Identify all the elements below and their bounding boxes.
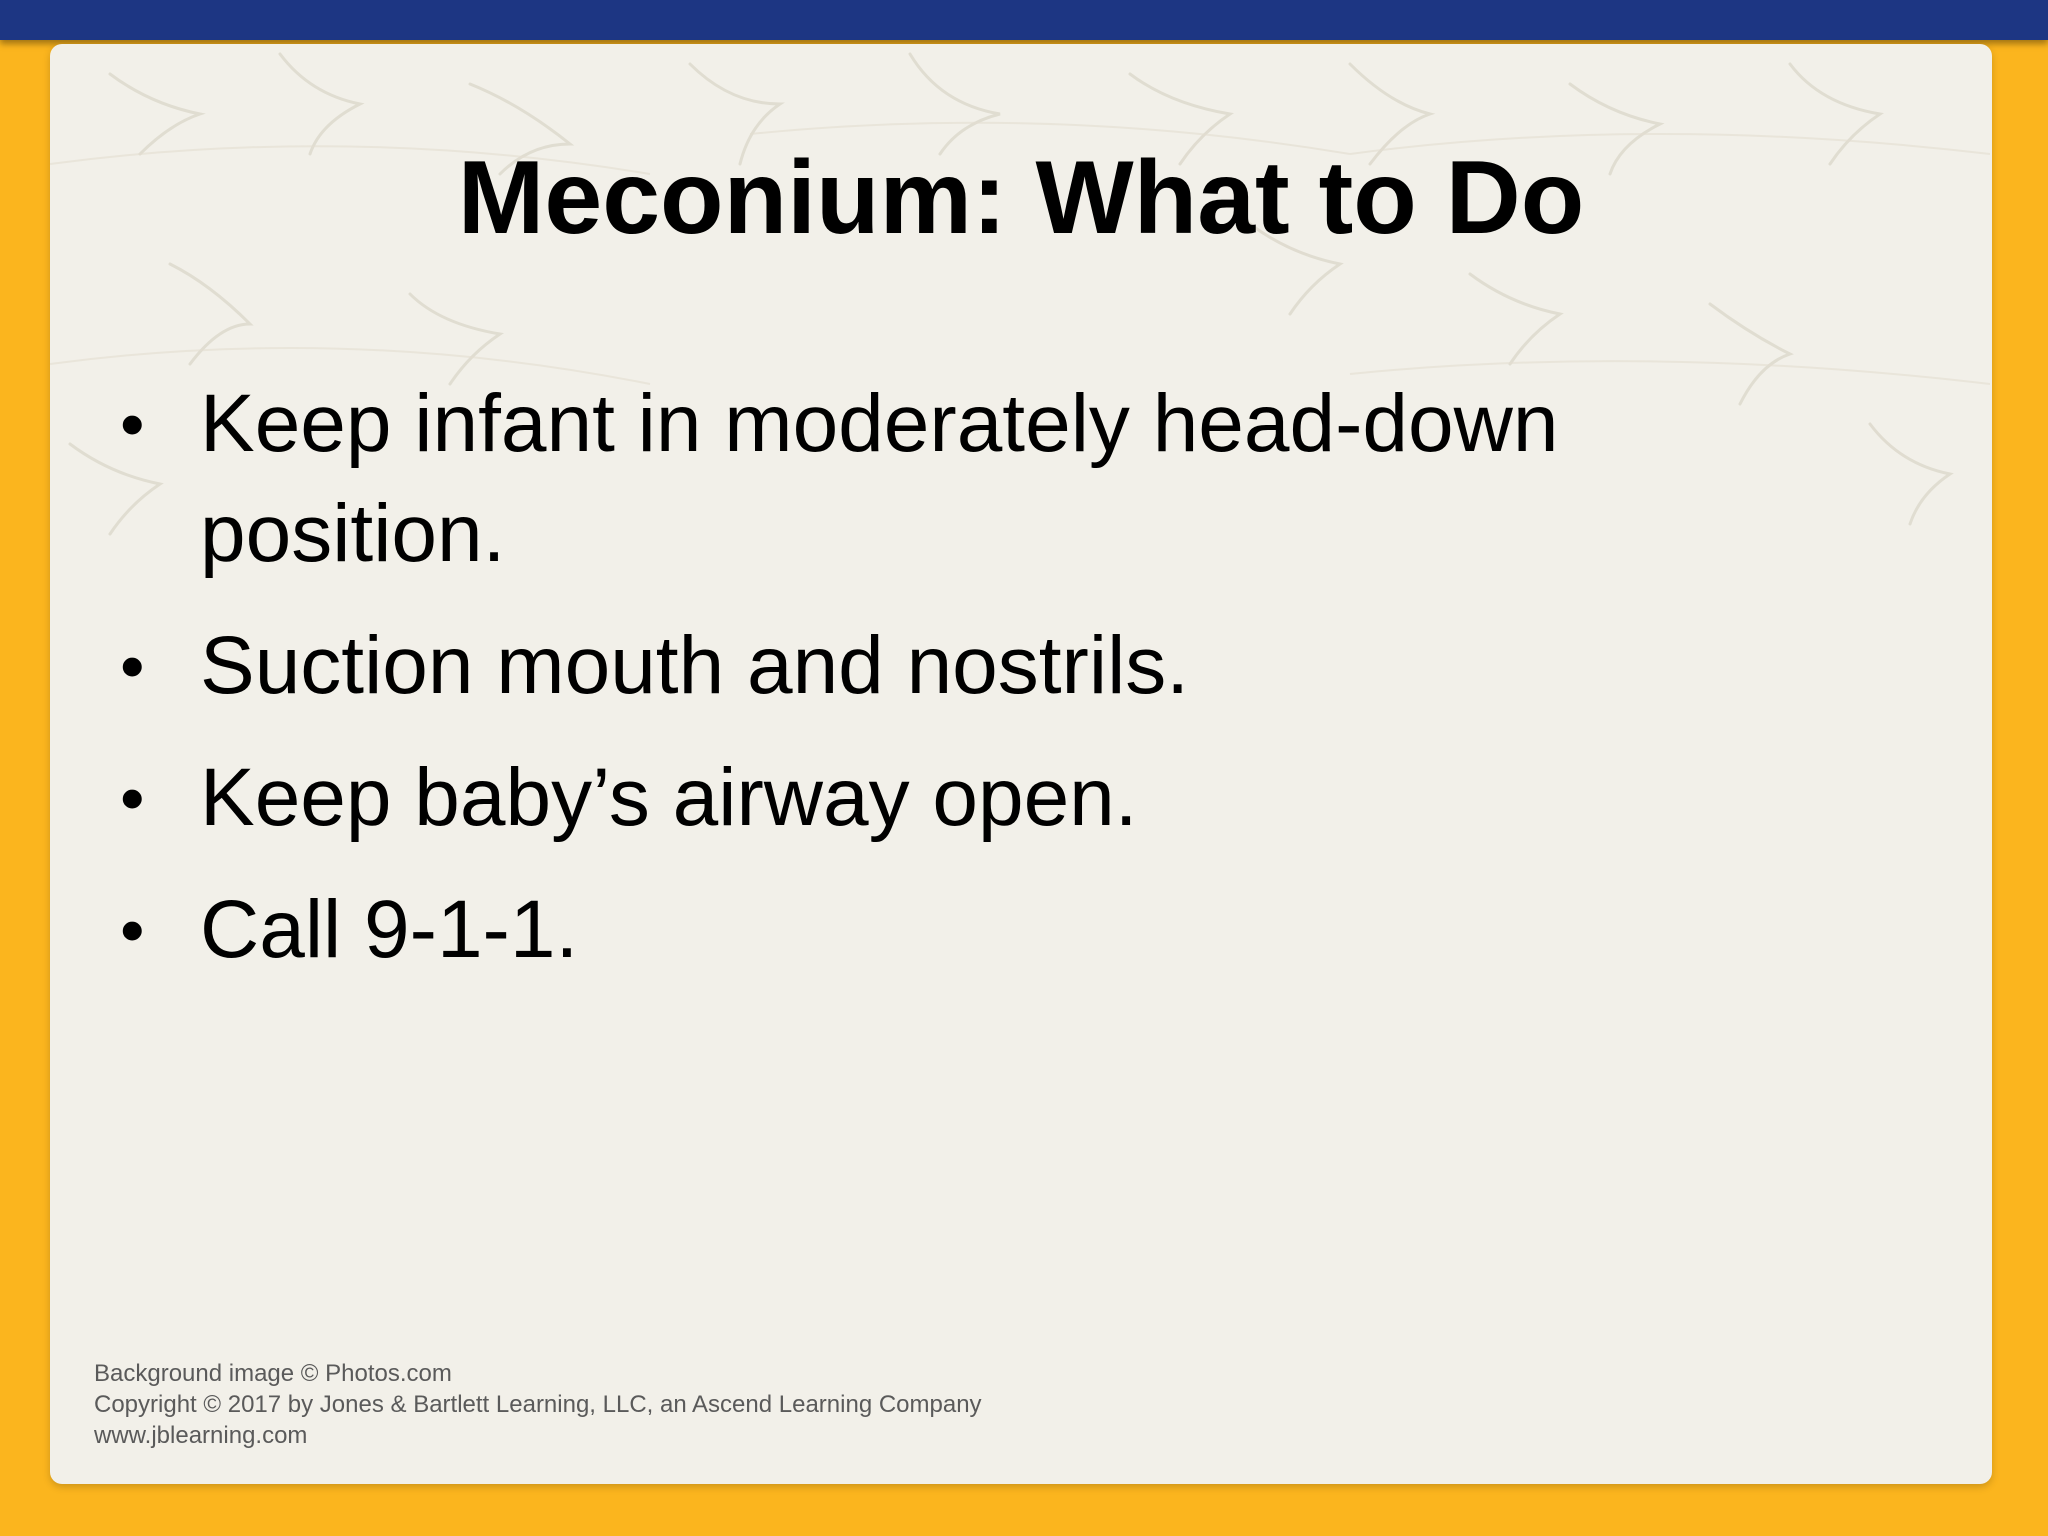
bullet-icon: • [120,627,145,705]
bullet-text: Keep baby’s airway open. [200,752,1138,843]
slide-title: Meconium: What to Do [457,140,1585,256]
bullet-icon: • [120,385,145,463]
bullet-item [50,611,1850,721]
bullet-text: Suction mouth and nostrils. [200,620,1190,711]
bullet-text: Keep infant in moderately head-down position. [200,378,1559,579]
bullet-item [50,369,1850,589]
bullet-icon: • [120,759,145,837]
top-banner [0,0,2048,40]
bullet-item [50,875,1850,985]
background-credit: Background image © Photos.com [94,1360,452,1387]
slide-panel [50,44,1992,1484]
bullet-list [50,369,1850,1007]
copyright-footer [94,1358,982,1451]
website-link: www.jblearning.com [94,1422,308,1449]
bullet-item [50,743,1850,853]
copyright-notice: Copyright © 2017 by Jones & Bartlett Learning, LLC, an Ascend Learning Company [94,1391,982,1418]
bullet-text: Call 9-1-1. [200,884,579,975]
bullet-icon: • [120,891,145,969]
